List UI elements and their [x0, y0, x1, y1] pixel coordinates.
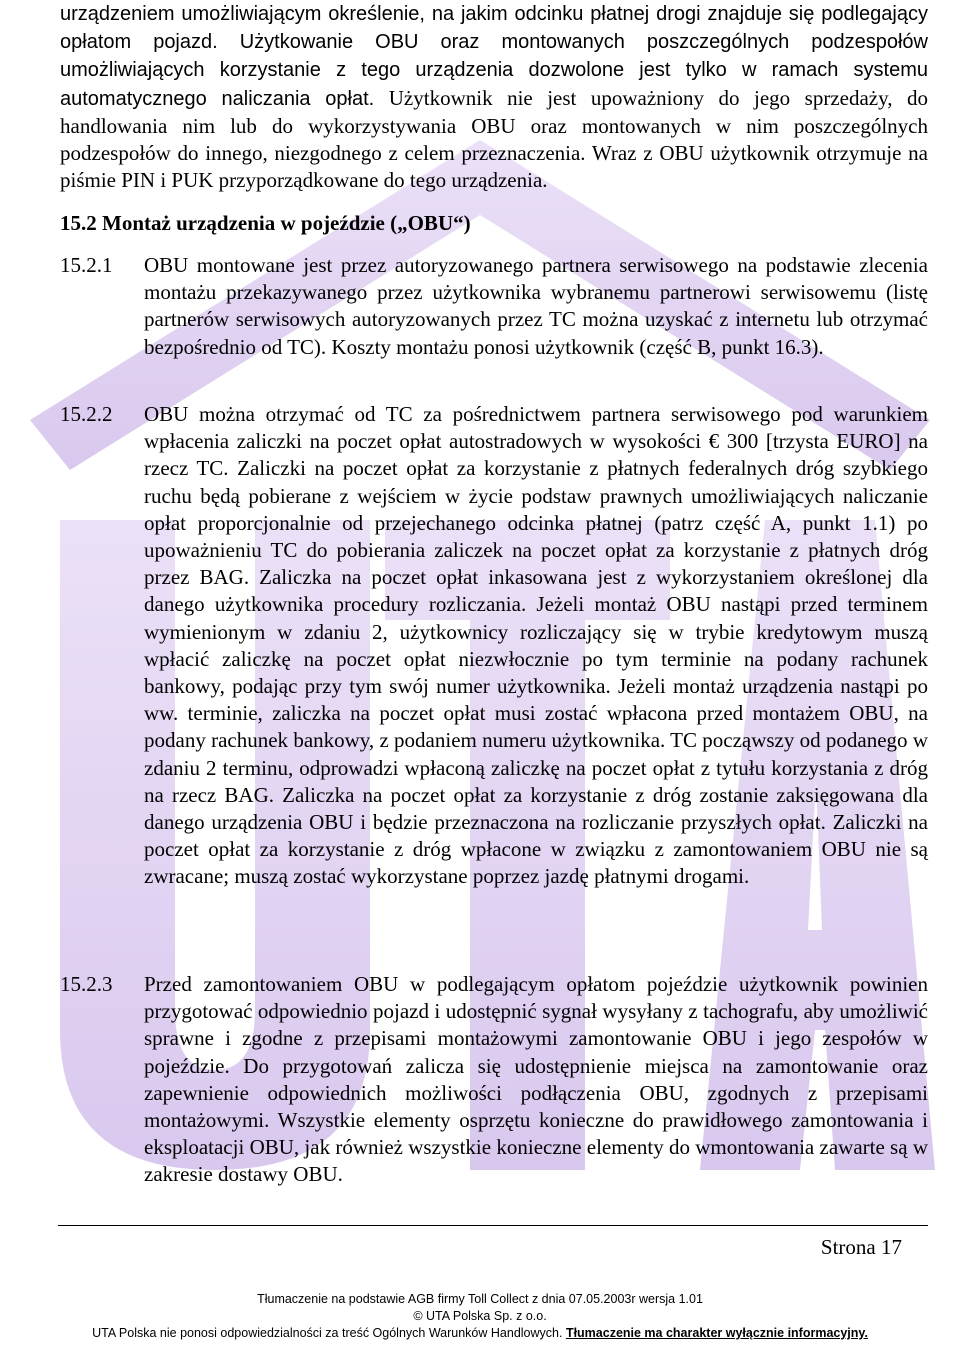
footer-copyright: © UTA Polska Sp. z o.o. — [413, 1309, 547, 1323]
footer-divider — [58, 1225, 928, 1226]
item-text: Przed zamontowaniem OBU w podlegającym opłatom pojeździe użytkownik powinien przygotować odpowiednio pojazd i udostępnić sygnał wysyłany z tachografu, aby umożliwić sprawne i zgodne z przepisami montażowymi zamontowanie OBU i jego zespołów w pojeździe. Do przygotowań zalicza się udostępnienie miejsca na zamontowanie oraz zapewnienie odpowiednich możliwości podłączenia OBU, zgodnych z przepisami montażowymi. Wszystkie elementy osprzętu konieczne do prawidłowego zamontowania i eksploatacji OBU, jak również wszystkie konieczne elementy do wmontowania zawarte są w zakresie dostawy OBU. — [144, 972, 928, 1187]
item-number: 15.2.3 — [60, 972, 113, 996]
item-text: OBU montowane jest przez autoryzowanego partnera serwisowego na podstawie zlecenia montażu przekazywanego przez użytkownika wybranemu partnerowi serwisowemu (listę partnerów serwisowych autoryzowanych przez TC można uzyskać z internetu lub otrzymać bezpośrednio od TC). Koszty montażu ponosi użytkownik (część B, punkt 16.3). — [144, 253, 928, 359]
section-heading: 15.2 Montaż urządzenia w pojeździe („OBU“) — [60, 211, 471, 235]
item-number: 15.2.1 — [60, 253, 113, 277]
intro-paragraph-part3: Wraz z OBU użytkownik otrzymuje na piśmie PIN i PUK przyporządkowane do tego urządzenia. — [60, 141, 928, 193]
footer-disclaimer-emphasis: Tłumaczenie ma charakter wyłącznie informacyjny. — [565, 1326, 868, 1340]
footer-disclaimer — [0, 1325, 960, 1342]
intro-paragraph-part1: urządzeniem umożliwiającym określenie, na jakim odcinku płatnej drogi znajduje się podlegający opłatom pojazd. Użytkowanie OBU oraz montowanych poszczególnych podzespołów umożliwiających korzystanie z tego urządzenia dozwolone jest tylko w ramach systemu automatycznego naliczania opłat. — [60, 3, 928, 110]
intro-paragraph-part2: Użytkownik nie jest upoważniony do jego sprzedaży, do handlowania nim lub do wykorzystywania OBU oraz montowanych w nim poszczególnych podzespołów do innego, niezgodnego z celem przeznaczenia. — [60, 85, 928, 166]
item-text: OBU można otrzymać od TC za pośrednictwem partnera serwisowego pod warunkiem wpłacenia zaliczki na poczet opłat autostradowych w wysokości € 300 [trzysta EURO] na rzecz TC. Zaliczki na poczet opłat za korzystanie z płatnych federalnych dróg szybkiego ruchu będą pobierane z wejściem w życie podstaw prawnych umożliwiających naliczanie opłat proporcjonalnie od przejechanego odcinka płatnej (patrz część A, punkt 1.1) po upoważnieniu TC do pobierania zaliczek na poczet opłat za korzystanie z płatnych dróg przez BAG. Zaliczka na poczet opłat inkasowana jest z wykorzystaniem określonej dla danego użytkownika procedury rozliczania. Jeżeli montaż OBU nastąpi przed terminem wymienionym w zdaniu 2, użytkownicy rozliczający się w trybie kredytowym muszą wpłacić zaliczkę na poczet opłat niezwłocznie po tym terminie na podany rachunek bankowy, podając przy tym swój numer użytkownika. Jeżeli montaż urządzenia nastąpi po ww. terminie, zaliczka na poczet opłat musi zostać wpłacona przed montażem OBU, na podany rachunek bankowy, z podaniem numeru użytkownika. TC począwszy od podanego w zdaniu 2 terminu, odprowadzi wpłaconą zaliczkę na poczet opłat z tytułu korzystania z dróg na rzecz BAG. Zaliczka na poczet opłat za korzystanie z dróg zostanie zaksięgowana dla danego urządzenia OBU i będzie przeznaczona na rozliczanie przyszłych opłat. Zaliczki na poczet opłat za korzystanie z dróg wpłacone w związku z zamontowaniem OBU nie są zwracane; muszą zostać wykorzystane poprzez jazdę płatnymi drogami. — [144, 402, 928, 889]
intro-paragraph — [60, 0, 928, 194]
item-number: 15.2.2 — [60, 402, 113, 426]
footer-translation-note: Tłumaczenie na podstawie AGB firmy Toll Collect z dnia 07.05.2003r wersja 1.01 — [257, 1292, 703, 1306]
page-number: Strona 17 — [820, 1235, 902, 1259]
footer-disclaimer-text: UTA Polska nie ponosi odpowiedzialności za treść Ogólnych Warunków Handlowych. — [92, 1326, 563, 1340]
